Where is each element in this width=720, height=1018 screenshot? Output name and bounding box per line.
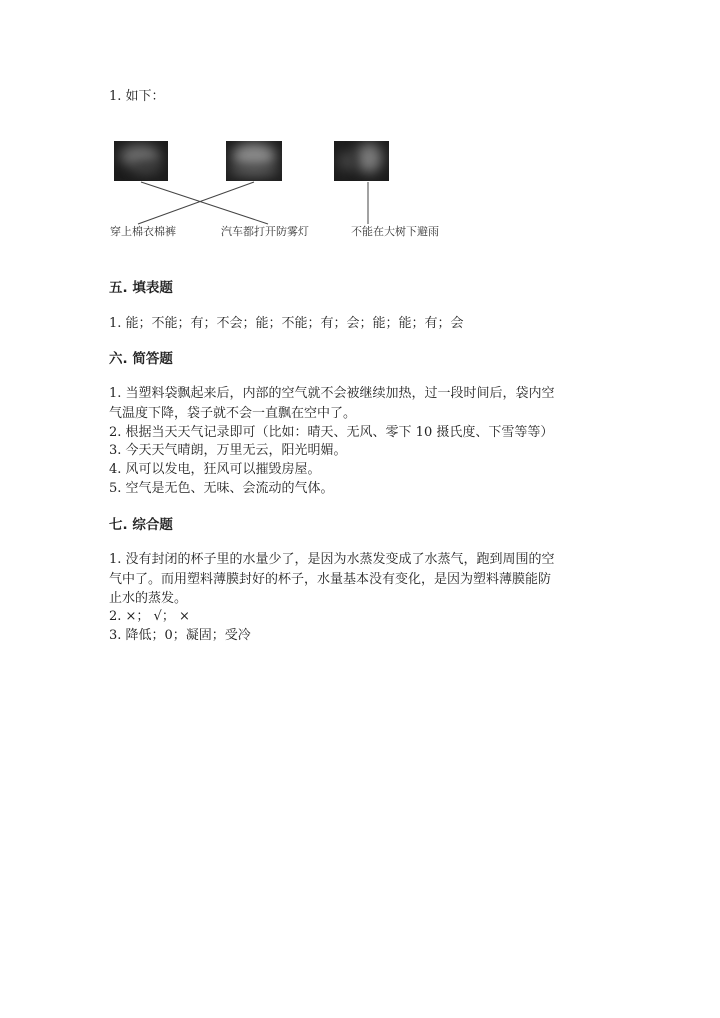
section7-line-1: 1. 没有封闭的杯子里的水量少了，是因为水蒸发变成了水蒸气，跑到周围的空	[109, 552, 555, 567]
section6-line-2: 气温度下降，袋子就不会一直飘在空中了。	[109, 406, 357, 421]
section7-line-4: 2. ×； √； ×	[109, 609, 190, 624]
section6-line-5: 4. 风可以发电，狂风可以摧毁房屋。	[109, 462, 321, 477]
match-line-2	[138, 182, 254, 224]
match-label-3: 不能在大树下避雨	[351, 225, 439, 238]
section6-line-3: 2. 根据当天天气记录即可（比如：晴天、无风、零下 10 摄氏度、下雪等等）	[109, 425, 554, 440]
section5-line-1: 1. 能；不能；有；不会；能；不能；有；会；能；能；有；会	[109, 316, 464, 331]
match-line-1	[141, 182, 268, 224]
matching-lines	[0, 0, 720, 260]
section7-line-5: 3. 降低；0；凝固；受冷	[109, 628, 251, 643]
section6-heading: 六. 简答题	[109, 351, 173, 367]
section7-heading: 七. 综合题	[109, 517, 173, 533]
section6-line-6: 5. 空气是无色、无味、会流动的气体。	[109, 481, 334, 496]
match-label-1: 穿上棉衣棉裤	[110, 225, 176, 238]
q1-intro: 1. 如下：	[109, 89, 165, 104]
section7-line-2: 气中了。而用塑料薄膜封好的杯子，水量基本没有变化，是因为塑料薄膜能防	[109, 572, 552, 587]
section5-heading: 五. 填表题	[109, 280, 173, 296]
match-label-2: 汽车都打开防雾灯	[221, 225, 309, 238]
section6-line-4: 3. 今天天气晴朗，万里无云，阳光明媚。	[109, 443, 347, 458]
section6-line-1: 1. 当塑料袋飘起来后，内部的空气就不会被继续加热，过一段时间后，袋内空	[109, 386, 555, 401]
section7-line-3: 止水的蒸发。	[109, 591, 188, 606]
